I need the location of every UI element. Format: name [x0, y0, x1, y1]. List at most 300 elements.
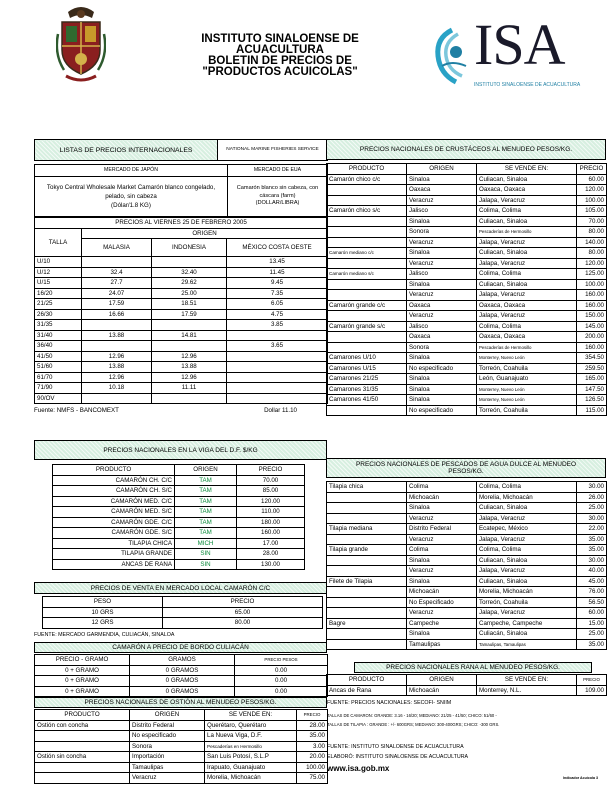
viga-product-cell: CAMARÓN CH. C/C — [53, 475, 175, 486]
ostion-product-cell — [35, 762, 130, 773]
fresh-product-cell: Filete de Tilapia — [327, 576, 407, 587]
japan-desc-text: Tokyo Central Wholesale Market Camarón blanco congelado, pelado, sin cabeza — [46, 184, 216, 200]
footer-fuente-precios: FUENTE: PRECIOS NACIONALES: SECOFI- SNIIM — [327, 700, 452, 706]
ostion-product-cell — [35, 731, 130, 742]
rana-sells: Monterrey, N.L. — [477, 685, 577, 696]
crust-sells-cell: Jalapa, Veracruz — [477, 195, 577, 206]
ostion-table-row — [35, 773, 328, 784]
crust-price-cell: 80.00 — [577, 248, 607, 259]
fresh-sells-cell: Tamaulipas, Tamaulipas — [477, 639, 577, 650]
talla-cell: 90/OV — [35, 393, 82, 404]
viga-price-cell: 85.00 — [237, 486, 305, 497]
crust-table-row — [327, 185, 607, 196]
crust-table-row — [327, 290, 607, 301]
crust-product-cell: Camarones 41/50 — [327, 395, 407, 406]
bordo-price-cell: 0.00 — [235, 665, 328, 676]
indonesia-price-cell: 32.40 — [152, 267, 227, 278]
crust-product-cell — [327, 290, 407, 301]
ostion-price-cell: 20.00 — [297, 752, 328, 763]
crust-product-cell: Camarón chico s/c — [327, 206, 407, 217]
talla-cell: 71/90 — [35, 383, 82, 394]
viga-table-row — [53, 538, 305, 549]
ostion-table-row — [35, 731, 328, 742]
isa-logo — [432, 12, 582, 94]
crust-product-cell: Camarones 21/25 — [327, 374, 407, 385]
crust-table-row — [327, 237, 607, 248]
local-table — [42, 596, 323, 629]
fresh-table-row — [327, 639, 607, 650]
fresh-origin-cell: Sinaloa — [407, 629, 477, 640]
bordo-table-row — [35, 686, 328, 697]
fresh-table-row — [327, 576, 607, 587]
title-line-2: ACUACULTURA — [236, 44, 324, 56]
crust-sells-cell: Colima, Colima — [477, 269, 577, 280]
fresh-table-row — [327, 608, 607, 619]
fresh-price-cell: 76.00 — [577, 587, 607, 598]
bordo-price-gram-cell: 0 + GRAMO — [35, 676, 130, 687]
bordo-title: CAMARÓN A PRECIO DE BORDO CULIACÁN — [34, 642, 327, 653]
malasia-price-cell: 12.96 — [82, 372, 152, 383]
indonesia-price-cell: 11.11 — [152, 383, 227, 394]
fresh-price-cell: 56.50 — [577, 597, 607, 608]
viga-price-cell: 160.00 — [237, 528, 305, 539]
fresh-origin-cell: Veracruz — [407, 566, 477, 577]
intl-market-table — [34, 164, 328, 217]
crust-sells-cell: Monterrey, Nuevo León — [477, 353, 577, 364]
bordo-header-price: PRECIO PESOS — [235, 655, 328, 666]
fresh-sells-cell: Jalapa, Veracruz — [477, 566, 577, 577]
crust-table-row — [327, 269, 607, 280]
viga-product-cell: TILAPIA GRANDE — [53, 549, 175, 560]
fresh-price-cell: 22.00 — [577, 524, 607, 535]
viga-table-row — [53, 559, 305, 570]
mexico-price-cell — [227, 362, 328, 373]
fresh-title: PRECIOS NACIONALES DE PESCADOS DE AGUA DULCE AL MENUDEO PESOS/KG. — [326, 458, 606, 478]
viga-product-cell: TILAPIA CHICA — [53, 538, 175, 549]
viga-origin-cell: TAM — [175, 496, 237, 507]
rana-price: 109.00 — [577, 685, 607, 696]
crust-origin-cell: Veracruz — [407, 237, 477, 248]
fresh-sells-cell: Jalapa, Veracruz — [477, 534, 577, 545]
footer-tallas-camaron: TALLAS DE CAMARON: GRANDE: 3.16 - 16/20; MEDIANO: 21/25 - 41/50; CHICO: 51/60 - — [327, 713, 497, 718]
viga-price-cell: 180.00 — [237, 517, 305, 528]
mexico-price-cell: 7.35 — [227, 288, 328, 299]
intl-table-row — [35, 383, 328, 394]
fresh-sells-cell: Jalapa, Veracruz — [477, 513, 577, 524]
crust-origin-cell: Sonora — [407, 342, 477, 353]
crust-product-cell — [327, 342, 407, 353]
bordo-table-row — [35, 665, 328, 676]
talla-cell: 41/50 — [35, 351, 82, 362]
crust-header-sells: SE VENDE EN: — [477, 164, 577, 175]
ostion-product-cell — [35, 741, 130, 752]
crust-product-cell — [327, 237, 407, 248]
footer-elaborado: ELABORÓ: INSTITUTO SINALOENSE DE ACUACULTURA — [327, 754, 469, 760]
intl-price-table — [34, 217, 328, 404]
fresh-origin-cell: Tamaulipas — [407, 639, 477, 650]
malasia-price-cell — [82, 257, 152, 268]
dollar-note: Dollar 11.10 — [264, 407, 297, 414]
indonesia-price-cell: 12.96 — [152, 351, 227, 362]
crust-origin-cell: Sinaloa — [407, 384, 477, 395]
fresh-sells-cell: Torreón, Coahuila — [477, 597, 577, 608]
state-coat-of-arms — [56, 4, 106, 88]
ostion-table-row — [35, 720, 328, 731]
bordo-header-grams: GRAMOS — [130, 655, 235, 666]
indonesia-price-cell: 12.96 — [152, 372, 227, 383]
fresh-price-cell: 30.00 — [577, 555, 607, 566]
fresh-product-cell — [327, 534, 407, 545]
talla-cell: 26/30 — [35, 309, 82, 320]
fresh-price-cell: 35.00 — [577, 545, 607, 556]
crust-product-cell: Camarones U/15 — [327, 363, 407, 374]
talla-cell: 21/25 — [35, 299, 82, 310]
rana-header-product: PRODUCTO — [327, 675, 407, 686]
talla-cell: 31/35 — [35, 320, 82, 331]
indonesia-price-cell: 18.51 — [152, 299, 227, 310]
crust-origin-cell: Veracruz — [407, 195, 477, 206]
intl-source-note: Fuente: NMFS - BANCOMEXT — [34, 407, 119, 414]
fresh-product-cell — [327, 503, 407, 514]
mexico-price-cell — [227, 330, 328, 341]
market-usa-label: MERCADO DE EUA — [228, 165, 328, 177]
ostion-sells-cell: Morelia, Michoacán — [205, 773, 297, 784]
malasia-price-cell: 13.88 — [82, 362, 152, 373]
rana-product: Ancas de Rana — [327, 685, 407, 696]
crust-origin-cell: Jalisco — [407, 206, 477, 217]
crust-sells-cell: Torreón, Coahuila — [477, 405, 577, 416]
crust-price-cell: 70.00 — [577, 216, 607, 227]
ostion-price-cell: 28.00 — [297, 720, 328, 731]
viga-price-cell: 70.00 — [237, 475, 305, 486]
crust-product-cell — [327, 332, 407, 343]
viga-table — [52, 464, 305, 570]
rana-row — [327, 685, 607, 696]
fresh-price-cell: 15.00 — [577, 618, 607, 629]
col-malasia: MALASIA — [82, 239, 152, 257]
bordo-price-gram-cell: 0 + GRAMO — [35, 665, 130, 676]
viga-origin-cell: SIN — [175, 559, 237, 570]
crust-sells-cell: Culiacan, Sinaloa — [477, 174, 577, 185]
crust-sells-cell: Jalapa, Veracruz — [477, 290, 577, 301]
viga-table-row — [53, 475, 305, 486]
crust-table-row — [327, 311, 607, 322]
crust-origin-cell: Sinaloa — [407, 248, 477, 259]
fresh-sells-cell: Ecatepec, México — [477, 524, 577, 535]
ostion-header-origin: ORIGEN — [130, 710, 205, 721]
crust-origin-cell: No especificado — [407, 405, 477, 416]
fresh-table — [326, 481, 607, 650]
viga-price-cell: 17.00 — [237, 538, 305, 549]
crust-sells-cell: Pescaderías de Hermosillo — [477, 342, 577, 353]
crust-price-cell: 100.00 — [577, 195, 607, 206]
local-header-weight: PESO — [43, 597, 163, 608]
bordo-header-price-gram: PRECIO - GRAMO — [35, 655, 130, 666]
ostion-title: PRECIOS NACIONALES DE OSTIÓN AL MENUDEO PESOS/KG. — [34, 697, 327, 708]
crust-price-cell: 160.00 — [577, 342, 607, 353]
crust-sells-cell: Monterrey, Nuevo León — [477, 384, 577, 395]
fresh-product-cell — [327, 608, 407, 619]
crust-header-product: PRODUCTO — [327, 164, 407, 175]
crust-product-cell: Camarones 31/35 — [327, 384, 407, 395]
talla-cell: U/15 — [35, 278, 82, 289]
fresh-table-row — [327, 545, 607, 556]
fresh-origin-cell: Veracruz — [407, 534, 477, 545]
fresh-product-cell: Tilapia mediana — [327, 524, 407, 535]
ostion-table-row — [35, 752, 328, 763]
fresh-origin-cell: Sinaloa — [407, 576, 477, 587]
bordo-price-cell: 0.00 — [235, 676, 328, 687]
fresh-table-row — [327, 524, 607, 535]
fresh-table-row — [327, 566, 607, 577]
crust-product-cell — [327, 195, 407, 206]
fresh-origin-cell: Sinaloa — [407, 503, 477, 514]
ostion-sells-cell: Pescaderías en Hermosillo — [205, 741, 297, 752]
intl-table-row — [35, 351, 328, 362]
intl-table-row — [35, 393, 328, 404]
rana-table — [326, 674, 607, 696]
crust-table-row — [327, 174, 607, 185]
viga-origin-cell: TAM — [175, 475, 237, 486]
crust-price-cell: 120.00 — [577, 185, 607, 196]
crust-price-cell: 140.00 — [577, 237, 607, 248]
crust-table-row — [327, 405, 607, 416]
ostion-price-cell: 75.00 — [297, 773, 328, 784]
ostion-origin-cell: Sonora — [130, 741, 205, 752]
title-line-3: BOLETIN DE PRECIOS DE — [208, 55, 352, 67]
indonesia-price-cell: 14.81 — [152, 330, 227, 341]
ostion-sells-cell: San Luis Potosí, S.L.P — [205, 752, 297, 763]
intl-table-row — [35, 320, 328, 331]
intl-table-row — [35, 299, 328, 310]
fresh-sells-cell: Culiacan, Sinaloa — [477, 503, 577, 514]
fresh-table-row — [327, 503, 607, 514]
fresh-table-row — [327, 513, 607, 524]
title-line-1: INSTITUTO SINALOENSE DE — [201, 33, 359, 45]
usa-unit-text: (DOLLAR/LIBRA) — [255, 200, 300, 207]
indonesia-price-cell: 29.62 — [152, 278, 227, 289]
crust-origin-cell: Oaxaca — [407, 332, 477, 343]
rana-origin: Michoacán — [407, 685, 477, 696]
crust-price-cell: 160.00 — [577, 300, 607, 311]
crust-table-row — [327, 363, 607, 374]
crust-table-row — [327, 321, 607, 332]
bordo-grams-cell: 0 GRAMOS — [130, 686, 235, 697]
fresh-sells-cell: Campeche, Campeche — [477, 618, 577, 629]
crust-table-row — [327, 342, 607, 353]
bordo-price-gram-cell: 0 + GRAMO — [35, 686, 130, 697]
fresh-sells-cell: Culiacán, Sinaloa — [477, 629, 577, 640]
col-talla: TALLA — [35, 228, 82, 257]
crust-sells-cell: Oaxaca, Oaxaca — [477, 300, 577, 311]
malasia-price-cell: 32.4 — [82, 267, 152, 278]
fresh-price-cell: 25.00 — [577, 629, 607, 640]
viga-table-row — [53, 486, 305, 497]
intl-title: LISTAS DE PRECIOS INTERNACIONALES — [35, 140, 218, 161]
talla-cell: 51/60 — [35, 362, 82, 373]
talla-cell: 61/70 — [35, 372, 82, 383]
fresh-product-cell: Bagre — [327, 618, 407, 629]
viga-price-cell: 28.00 — [237, 549, 305, 560]
viga-price-cell: 110.00 — [237, 507, 305, 518]
mexico-price-cell — [227, 383, 328, 394]
usa-desc-text: Camarón blanco sin cabeza, con cáscara (farm) — [236, 185, 319, 199]
crust-price-cell: 60.00 — [577, 174, 607, 185]
crust-sells-cell: Colima, Colima — [477, 321, 577, 332]
viga-product-cell: CAMARÓN MED. S/C — [53, 507, 175, 518]
fresh-price-cell: 30.00 — [577, 513, 607, 524]
viga-price-cell: 130.00 — [237, 559, 305, 570]
fresh-price-cell: 40.00 — [577, 566, 607, 577]
crust-table-row — [327, 248, 607, 259]
crust-table-row — [327, 384, 607, 395]
col-origen: ORIGEN — [82, 228, 328, 239]
malasia-price-cell — [82, 393, 152, 404]
fresh-origin-cell: Distrito Federal — [407, 524, 477, 535]
indonesia-price-cell — [152, 257, 227, 268]
malasia-price-cell — [82, 320, 152, 331]
mexico-price-cell — [227, 351, 328, 362]
crust-product-cell: Camarón grande c/c — [327, 300, 407, 311]
fresh-price-cell: 26.00 — [577, 492, 607, 503]
ostion-table-row — [35, 762, 328, 773]
col-mexico: MÉXICO COSTA OESTE — [227, 239, 328, 257]
bulletin-title — [180, 34, 380, 78]
fresh-sells-cell: Jalapa, Veracruz — [477, 608, 577, 619]
fresh-price-cell: 45.00 — [577, 576, 607, 587]
japan-unit-text: (Dólar/1.8 KG) — [111, 202, 151, 209]
crust-price-cell: 100.00 — [577, 279, 607, 290]
local-weight-cell: 12 GRS — [43, 618, 163, 629]
crust-origin-cell: Sonora — [407, 227, 477, 238]
intl-source: NATIONAL MARINE FISHERIES SERVICE — [218, 140, 328, 161]
footer-website[interactable]: www.isa.gob.mx — [327, 764, 390, 773]
fresh-origin-cell: Colima — [407, 482, 477, 493]
bordo-table-row — [35, 676, 328, 687]
crust-table-row — [327, 395, 607, 406]
fresh-price-cell: 35.00 — [577, 639, 607, 650]
malasia-price-cell — [82, 341, 152, 352]
fresh-origin-cell: Michoacán — [407, 492, 477, 503]
fresh-product-cell — [327, 639, 407, 650]
crust-sells-cell: Colima, Colima — [477, 206, 577, 217]
intl-table-row — [35, 372, 328, 383]
ostion-origin-cell: Distrito Federal — [130, 720, 205, 731]
local-table-row — [43, 607, 323, 618]
malasia-price-cell: 12.96 — [82, 351, 152, 362]
fresh-sells-cell: Morelia, Michoacán — [477, 492, 577, 503]
fresh-sells-cell: Colima, Colima — [477, 482, 577, 493]
crust-table-row — [327, 279, 607, 290]
crust-product-cell: Camarón chico c/c — [327, 174, 407, 185]
crust-sells-cell: León, Guanajuato — [477, 374, 577, 385]
local-table-row — [43, 618, 323, 629]
viga-product-cell: CAMARÓN MED. C/C — [53, 496, 175, 507]
crust-origin-cell: Jalisco — [407, 269, 477, 280]
malasia-price-cell: 27.7 — [82, 278, 152, 289]
crust-price-cell: 125.00 — [577, 269, 607, 280]
crust-product-cell — [327, 311, 407, 322]
crust-product-cell: Camarón mediano s/c — [327, 269, 407, 280]
col-indonesia: INDONESIA — [152, 239, 227, 257]
footer-tallas-tilapia: TALLAS DE TILAPIA : GRANDE : +/- 600GRS; MEDIANO: 300-400GRS; CHICO: -300 GRS. — [327, 722, 500, 727]
crust-table-row — [327, 353, 607, 364]
viga-product-cell: CAMARÓN CH. S/C — [53, 486, 175, 497]
crust-price-cell: 160.00 — [577, 290, 607, 301]
intl-table-row — [35, 267, 328, 278]
ostion-table-row — [35, 741, 328, 752]
crust-sells-cell: Pescaderías de Hermosillo — [477, 227, 577, 238]
talla-cell: 16/20 — [35, 288, 82, 299]
fresh-origin-cell: Michoacán — [407, 587, 477, 598]
fresh-table-row — [327, 618, 607, 629]
local-price-cell: 80.00 — [163, 618, 323, 629]
fresh-origin-cell: No Especificado — [407, 597, 477, 608]
crust-product-cell — [327, 279, 407, 290]
ostion-product-cell — [35, 773, 130, 784]
crust-origin-cell: Sinaloa — [407, 353, 477, 364]
rana-header-price: PRECIO — [577, 675, 607, 686]
crust-table-row — [327, 258, 607, 269]
ostion-sells-cell: La Nueva Viga, D.F. — [205, 731, 297, 742]
crust-origin-cell: Veracruz — [407, 258, 477, 269]
fresh-sells-cell: Colima, Colima — [477, 545, 577, 556]
crust-product-cell — [327, 227, 407, 238]
intl-date: PRECIOS AL VIERNES 25 DE FEBRERO 2005 — [35, 218, 328, 229]
crust-title: PRECIOS NACIONALES DE CRUSTÁCEOS AL MENUDEO PESOS/KG. — [326, 139, 606, 160]
viga-table-row — [53, 528, 305, 539]
footer-corner-label: Indicador Acuícola 3 — [563, 776, 599, 780]
malasia-price-cell: 10.18 — [82, 383, 152, 394]
crust-origin-cell: No especificado — [407, 363, 477, 374]
indonesia-price-cell: 25.00 — [152, 288, 227, 299]
malasia-price-cell: 16.66 — [82, 309, 152, 320]
intl-prices-section — [34, 139, 327, 414]
crust-product-cell — [327, 216, 407, 227]
crust-price-cell: 147.50 — [577, 384, 607, 395]
mexico-price-cell: 4.75 — [227, 309, 328, 320]
crust-product-cell — [327, 185, 407, 196]
fresh-product-cell — [327, 629, 407, 640]
crust-sells-cell: Culiacan, Sinaloa — [477, 279, 577, 290]
ostion-price-cell: 3.00 — [297, 741, 328, 752]
fresh-product-cell: Tilapia grande — [327, 545, 407, 556]
mexico-price-cell — [227, 393, 328, 404]
crust-table-row — [327, 227, 607, 238]
ostion-header-sells: SE VENDE EN: — [205, 710, 297, 721]
viga-table-row — [53, 517, 305, 528]
viga-origin-cell: TAM — [175, 517, 237, 528]
crust-table-row — [327, 332, 607, 343]
mexico-price-cell: 9.45 — [227, 278, 328, 289]
crust-price-cell: 115.00 — [577, 405, 607, 416]
crust-price-cell: 80.00 — [577, 227, 607, 238]
crust-price-cell: 354.50 — [577, 353, 607, 364]
ostion-origin-cell: Veracruz — [130, 773, 205, 784]
intl-table-row — [35, 341, 328, 352]
crust-table-row — [327, 216, 607, 227]
local-price-cell: 65.00 — [163, 607, 323, 618]
wave-emblem-icon — [432, 26, 472, 86]
fresh-product-cell — [327, 555, 407, 566]
local-title: PRECIOS DE VENTA EN MERCADO LOCAL CAMARÓN C/C — [34, 582, 327, 594]
talla-cell: U/10 — [35, 257, 82, 268]
crust-header-origin: ORIGEN — [407, 164, 477, 175]
title-line-4: "PRODUCTOS ACUICOLAS" — [202, 66, 358, 78]
fresh-table-row — [327, 534, 607, 545]
crust-product-cell — [327, 258, 407, 269]
mexico-price-cell: 6.05 — [227, 299, 328, 310]
